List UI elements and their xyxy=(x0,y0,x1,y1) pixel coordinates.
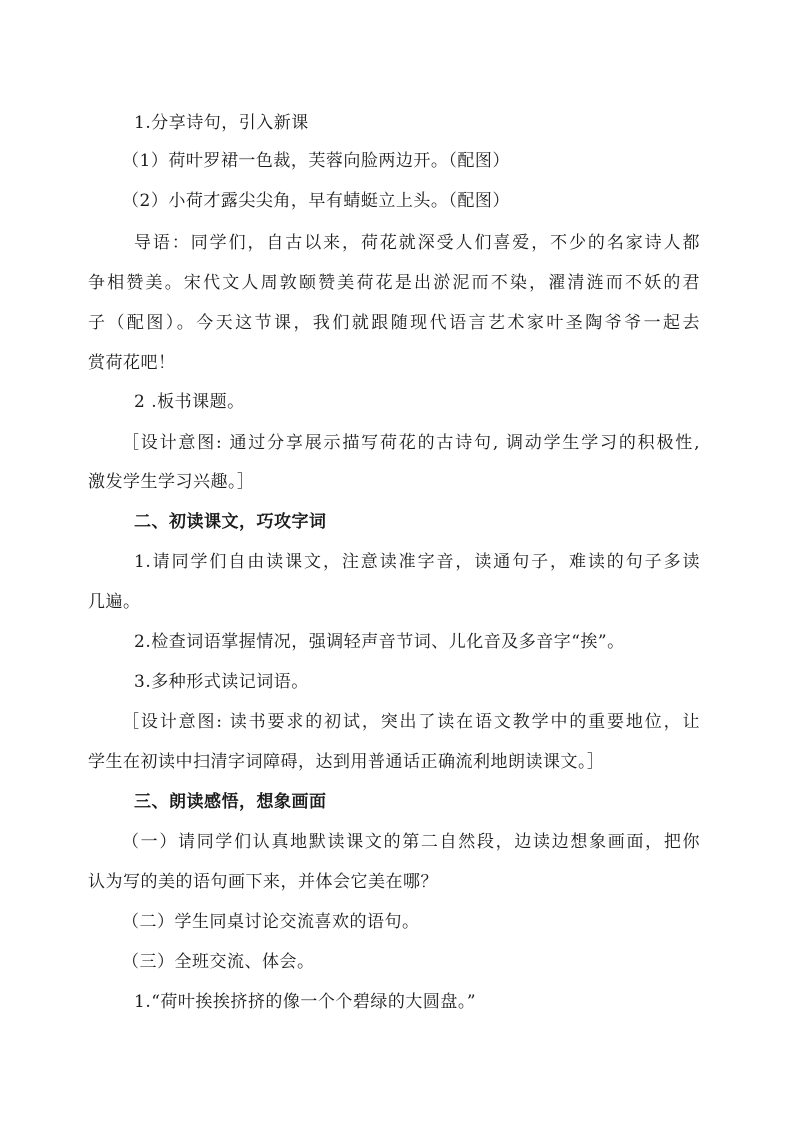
quote-1: 1.“荷叶挨挨挤挤的像一个个碧绿的大圆盘。” xyxy=(134,992,477,1012)
subsection-heading-share-poems: 1.分享诗句，引入新课 xyxy=(134,113,309,133)
design-intent-2-line-1: ［设计意图: 读书要求的初试，突出了读在语文教学中的重要地位，让 xyxy=(122,712,700,732)
section-heading-reading-comprehension: 三、朗读感悟，想象画面 xyxy=(134,792,327,812)
task-one-line-1: （一）请同学们认真地默读课文的第二自然段，边读边想象画面，把你 xyxy=(122,832,700,852)
design-intent-1-line-1: ［设计意图: 通过分享展示描写荷花的古诗句, 调动学生学习的积极性, xyxy=(122,433,700,453)
intro-paragraph-line-1: 导语：同学们，自古以来，荷花就深受人们喜爱，不少的名家诗人都 xyxy=(134,233,700,253)
step-1-line-1: 1.请同学们自由读课文，注意读准字音，读通句子，难读的句子多读 xyxy=(134,552,700,572)
intro-paragraph-line-4: 赏荷花吧！ xyxy=(88,353,176,373)
step-1-line-2: 几遍。 xyxy=(88,592,141,612)
design-intent-2-line-2: 学生在初读中扫清字词障碍，达到用普通话正确流利地朗读课文。］ xyxy=(88,752,605,772)
poem-line-2: （2）小荷才露尖尖角，早有蜻蜓立上头。（配图） xyxy=(122,191,510,211)
task-one-line-2: 认为写的美的语句画下来，并体会它美在哪？ xyxy=(88,872,438,892)
design-intent-1-line-2: 激发学生学习兴趣。］ xyxy=(88,472,255,492)
section-heading-first-reading: 二、初读课文，巧攻字词 xyxy=(134,512,327,532)
subsection-heading-board-title: 2 .板书课题。 xyxy=(134,392,245,412)
task-two: （二）学生同桌讨论交流喜欢的语句。 xyxy=(122,912,420,932)
intro-paragraph-line-2: 争相赞美。宋代文人周敦颐赞美荷花是出淤泥而不染，濯清涟而不妖的君 xyxy=(88,273,700,293)
step-2: 2.检查词语掌握情况，强调轻声音节词、儿化音及多音字“挨”。 xyxy=(134,632,625,652)
task-three: （三）全班交流、体会。 xyxy=(122,952,315,972)
poem-line-1: （1）荷叶罗裙一色裁，芙蓉向脸两边开。（配图） xyxy=(122,151,510,171)
step-3: 3.多种形式读记词语。 xyxy=(134,672,309,692)
intro-paragraph-line-3: 子（配图）。今天这节课，我们就跟随现代语言艺术家叶圣陶爷爷一起去 xyxy=(88,313,700,333)
